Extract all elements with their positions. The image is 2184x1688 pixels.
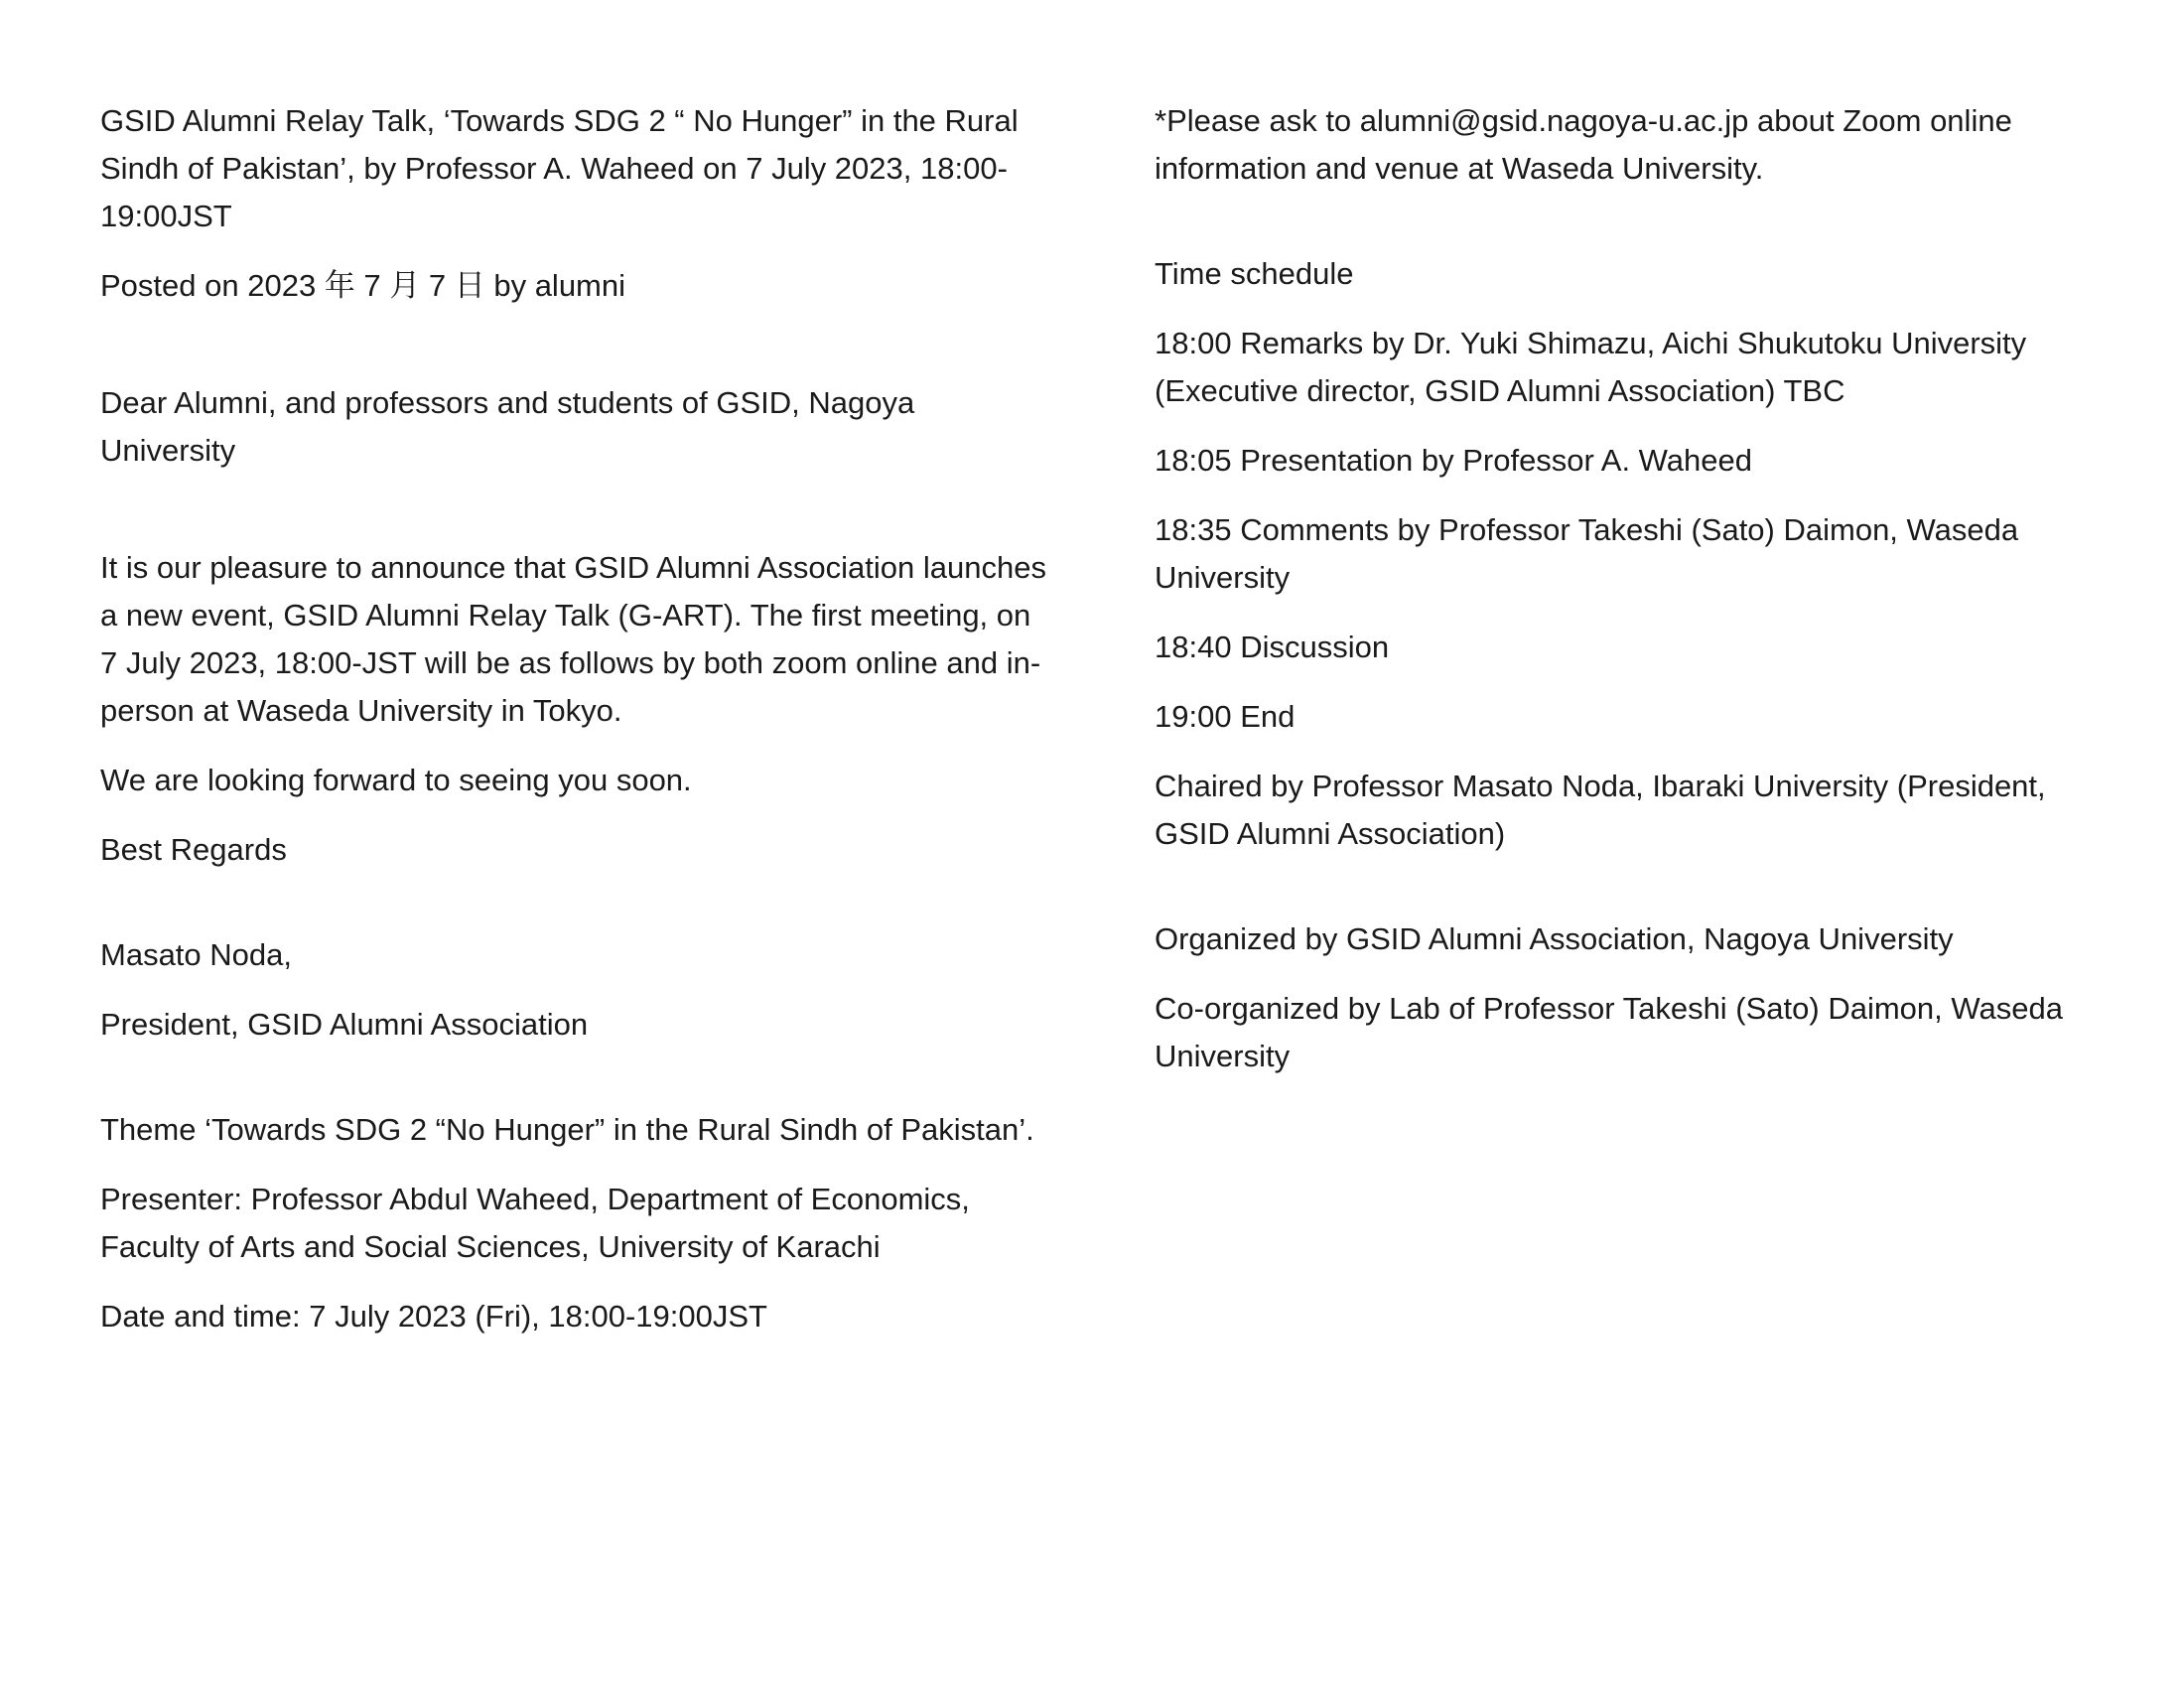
date-time-text: Date and time: 7 July 2023 (Fri), 18:00-19:00JST	[100, 1299, 767, 1334]
schedule-item: 18:00 Remarks by Dr. Yuki Shimazu, Aichi Shukutoku University (Executive director, GSID Alumni Association) TBC	[1155, 326, 2027, 408]
schedule-heading: Time schedule	[1155, 256, 1354, 291]
post-meta: Posted on 2023 年 7 月 7 日 by alumni	[100, 268, 626, 303]
schedule-item: 18:35 Comments by Professor Takeshi (Sato) Daimon, Waseda University	[1155, 512, 2019, 595]
right-column	[1155, 97, 2108, 1102]
signer-name: Masato Noda,	[100, 937, 292, 972]
chair-text: Chaired by Professor Masato Noda, Ibaraki University (President, GSID Alumni Association)	[1155, 769, 2046, 851]
schedule-item: 18:40 Discussion	[1155, 630, 1390, 664]
signer-title: President, GSID Alumni Association	[100, 1007, 589, 1042]
schedule-item: 19:00 End	[1155, 699, 1296, 734]
looking-forward-text: We are looking forward to seeing you soon.	[100, 763, 692, 797]
post-title: GSID Alumni Relay Talk, ‘Towards SDG 2 “ No Hunger” in the Rural Sindh of Pakistan’, by Professor A. Waheed on 7 July 2023, 18:00-19:00JST	[100, 103, 1019, 233]
theme-text: Theme ‘Towards SDG 2 “No Hunger” in the Rural Sindh of Pakistan’.	[100, 1112, 1034, 1147]
contact-note: *Please ask to alumni@gsid.nagoya-u.ac.jp about Zoom online information and venue at Waseda University.	[1155, 103, 2012, 186]
organizer-text: Organized by GSID Alumni Association, Nagoya University	[1155, 921, 1954, 956]
co-organizer-text: Co-organized by Lab of Professor Takeshi (Sato) Daimon, Waseda University	[1155, 991, 2063, 1073]
schedule-item: 18:05 Presentation by Professor A. Waheed	[1155, 443, 1752, 478]
regards-text: Best Regards	[100, 832, 287, 867]
greeting: Dear Alumni, and professors and students of GSID, Nagoya University	[100, 385, 915, 468]
presenter-text: Presenter: Professor Abdul Waheed, Department of Economics, Faculty of Arts and Social Sciences, University of Karachi	[100, 1182, 970, 1264]
announcement-paragraph: It is our pleasure to announce that GSID Alumni Association launches a new event, GSID Alumni Relay Talk (G-ART). The first meeting, on 7 July 2023, 18:00-JST will be as follows by both zoom online and in-person at Waseda University in Tokyo.	[100, 550, 1046, 728]
left-column	[100, 97, 1053, 1362]
